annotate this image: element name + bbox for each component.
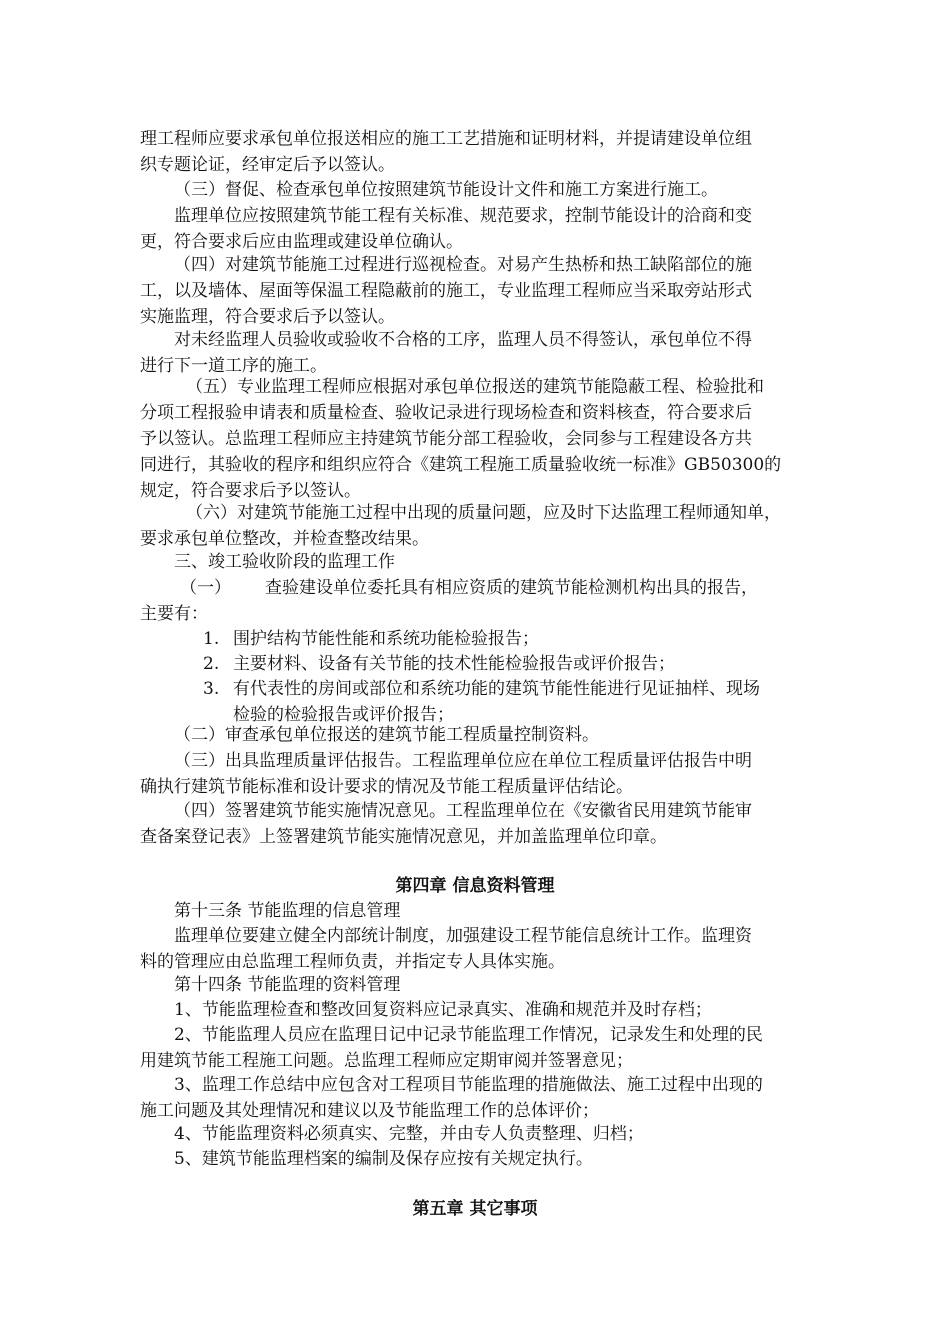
text-line: 要求承包单位整改，并检查整改结果。: [140, 529, 429, 549]
list-item: [203, 651, 675, 677]
text-line: 主要有：: [140, 604, 208, 624]
paragraph: [140, 203, 840, 255]
text-line: 1、节能监理检查和整改回复资料应记录真实、准确和规范并及时存档；: [174, 1000, 712, 1020]
text-line: 监理单位要建立健全内部统计制度，加强建设工程节能信息统计工作。监理资: [174, 926, 752, 946]
paragraph: [140, 575, 840, 627]
text-line: 理工程师应要求承包单位报送相应的施工工艺措施和证明材料，并提请建设单位组: [140, 129, 752, 149]
list-text: 有代表性的房间或部位和系统功能的建筑节能性能进行见证抽样、现场: [233, 679, 760, 699]
text-line: （四）签署建筑节能实施情况意见。工程监理单位在《安徽省民用建筑节能审: [174, 801, 752, 821]
text-line: （五）专业监理工程师应根据对承包单位报送的建筑节能隐蔽工程、检验批和: [186, 377, 764, 397]
text-line: 用建筑节能工程施工问题。总监理工程师应定期审阅并签署意见；: [140, 1051, 633, 1071]
paragraph: [140, 327, 840, 379]
list-number: 3.: [203, 679, 220, 699]
chapter-heading: 第五章 其它事项: [412, 1199, 538, 1219]
text-line: 对未经监理人员验收或验收不合格的工序，监理人员不得签认，承包单位不得: [174, 330, 752, 350]
text-line: 织专题论证，经审定后予以签认。: [140, 155, 395, 175]
text-line: （四）对建筑节能施工过程进行巡视检查。对易产生热桥和热工缺陷部位的施: [174, 255, 752, 275]
text-line: 进行下一道工序的施工。: [140, 356, 327, 376]
item-number: （一）: [180, 578, 231, 598]
paragraph: [140, 374, 840, 504]
list-number: 2.: [203, 654, 220, 674]
list-text: 检验的检验报告或评价报告；: [233, 705, 454, 725]
article-title: 第十三条 节能监理的信息管理: [174, 901, 401, 921]
text-line: （六）对建筑节能施工过程中出现的质量问题，应及时下达监理工程师通知单，: [186, 503, 781, 523]
list-text: 围护结构节能性能和系统功能检验报告；: [233, 629, 539, 649]
text-line: [140, 575, 840, 601]
text-line: 予以签认。总监理工程师应主持建筑节能分部工程验收，会同参与工程建设各方共: [140, 429, 752, 449]
text-line: （三）督促、检查承包单位按照建筑节能设计文件和施工方案进行施工。: [174, 180, 718, 200]
text-line: 工，以及墙体、屋面等保温工程隐蔽前的施工，专业监理工程师应当采取旁站形式: [140, 281, 752, 301]
text-line: 4、节能监理资料必须真实、完整，并由专人负责整理、归档；: [174, 1124, 644, 1144]
paragraph: [140, 1022, 840, 1074]
text-line: 实施监理，符合要求后予以签认。: [140, 307, 395, 327]
text-line: （三）出具监理质量评估报告。工程监理单位应在单位工程质量评估报告中明: [174, 751, 752, 771]
section-title: 三、竣工验收阶段的监理工作: [174, 552, 395, 572]
text-line: 确执行建筑节能标准和设计要求的情况及节能工程质量评估结论。: [140, 777, 633, 797]
text-line: 3、监理工作总结中应包含对工程项目节能监理的措施做法、施工过程中出现的: [174, 1075, 763, 1095]
paragraph: [140, 798, 840, 850]
item-text: 查验建设单位委托具有相应资质的建筑节能检测机构出具的报告，: [265, 578, 758, 598]
list-number: 1.: [203, 629, 220, 649]
text-line: 同进行，其验收的程序和组织应符合《建筑工程施工质量验收统一标准》GB50300的: [140, 455, 782, 475]
paragraph: [140, 126, 840, 178]
list-item: [203, 676, 760, 728]
text-line: 施工问题及其处理情况和建议以及节能监理工作的总体评价；: [140, 1101, 599, 1121]
text-line: 料的管理应由总监理工程师负责，并指定专人具体实施。: [140, 952, 565, 972]
text-line: 更，符合要求后应由监理或建设单位确认。: [140, 232, 463, 252]
text-line: （二）审查承包单位报送的建筑节能工程质量控制资料。: [174, 725, 599, 745]
article-title: 第十四条 节能监理的资料管理: [174, 975, 401, 995]
text-line: 5、建筑节能监理档案的编制及保存应按有关规定执行。: [174, 1149, 593, 1169]
paragraph: [140, 1146, 840, 1172]
text-line: 监理单位应按照建筑节能工程有关标准、规范要求，控制节能设计的洽商和变: [174, 206, 752, 226]
paragraph: [140, 997, 840, 1023]
paragraph: [140, 1072, 840, 1124]
text-line: 分项工程报验申请表和质量检查、验收记录进行现场检查和资料核查，符合要求后: [140, 403, 752, 423]
paragraph: [140, 500, 840, 552]
text-line: 查备案登记表》上签署建筑节能实施情况意见，并加盖监理单位印章。: [140, 827, 667, 847]
paragraph: [140, 722, 840, 748]
paragraph: [140, 1121, 840, 1147]
list-item: [203, 626, 539, 652]
list-text: 主要材料、设备有关节能的技术性能检验报告或评价报告；: [233, 654, 675, 674]
paragraph: [140, 923, 840, 975]
paragraph: [140, 177, 840, 203]
paragraph: [140, 252, 840, 330]
paragraph: [140, 748, 840, 800]
text-line: 2、节能监理人员应在监理日记中记录节能监理工作情况，记录发生和处理的民: [174, 1025, 763, 1045]
text-line: 规定，符合要求后予以签认。: [140, 481, 361, 501]
chapter-heading: 第四章 信息资料管理: [395, 876, 555, 896]
